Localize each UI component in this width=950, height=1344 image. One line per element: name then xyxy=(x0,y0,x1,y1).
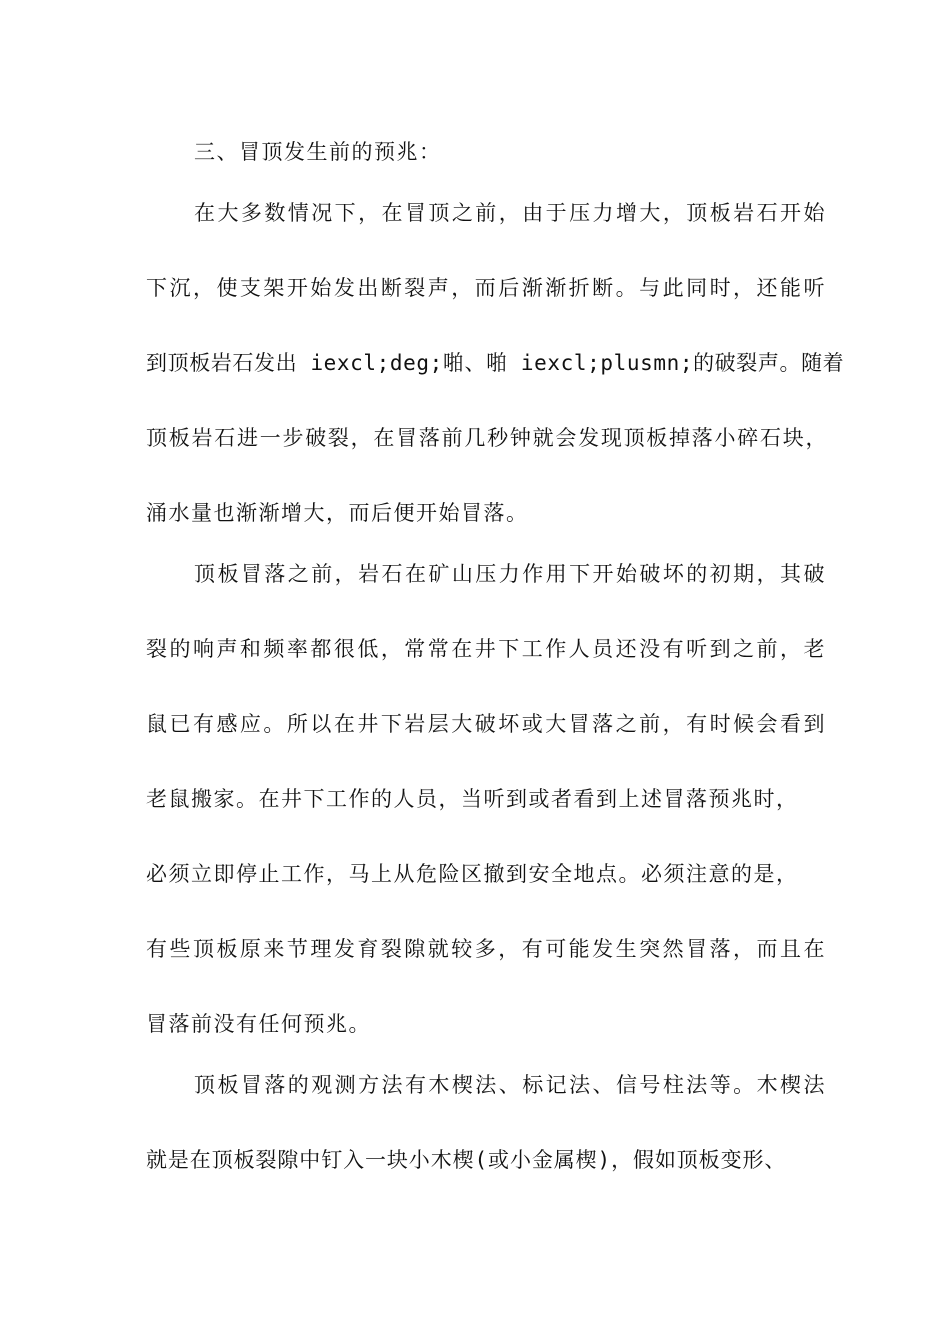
paragraph-3-line-2: 就是在顶板裂隙中钉入一块小木楔(或小金属楔)，假如顶板变形、 xyxy=(146,1148,787,1172)
paragraph-2-line-5: 必须立即停止工作，马上从危险区撤到安全地点。必须注意的是， xyxy=(146,862,799,886)
paragraph-2-line-7: 冒落前没有任何预兆。 xyxy=(146,1012,371,1036)
paragraph-2-line-6: 有些顶板原来节理发育裂隙就较多，有可能发生突然冒落，而且在 xyxy=(146,937,826,961)
paragraph-1-line-5: 涌水量也渐渐增大，而后便开始冒落。 xyxy=(146,501,529,525)
paragraph-2-line-1: 顶板冒落之前，岩石在矿山压力作用下开始破坏的初期，其破 xyxy=(194,562,826,586)
paragraph-2-line-3: 鼠已有感应。所以在井下岩层大破坏或大冒落之前，有时候会看到 xyxy=(146,712,826,736)
paragraph-1-line-2: 下沉，使支架开始发出断裂声，而后渐渐折断。与此同时，还能听 xyxy=(146,276,826,300)
paragraph-3-line-1: 顶板冒落的观测方法有木楔法、标记法、信号柱法等。木楔法 xyxy=(194,1073,826,1097)
paragraph-2-line-2: 裂的响声和频率都很低，常常在井下工作人员还没有听到之前，老 xyxy=(146,637,826,661)
paragraph-1-line-1: 在大多数情况下，在冒顶之前，由于压力增大，顶板岩石开始 xyxy=(194,201,826,225)
paragraph-1-line-4: 顶板岩石进一步破裂，在冒落前几秒钟就会发现顶板掉落小碎石块， xyxy=(146,426,828,450)
section-heading: 三、冒顶发生前的预兆： xyxy=(194,140,442,164)
paragraph-2-line-4: 老鼠搬家。在井下工作的人员，当听到或者看到上述冒落预兆时， xyxy=(146,787,799,811)
paragraph-1-line-3: 到顶板岩石发出 iexcl;deg;啪、啪 iexcl;plusmn;的破裂声。随着 xyxy=(146,351,845,375)
